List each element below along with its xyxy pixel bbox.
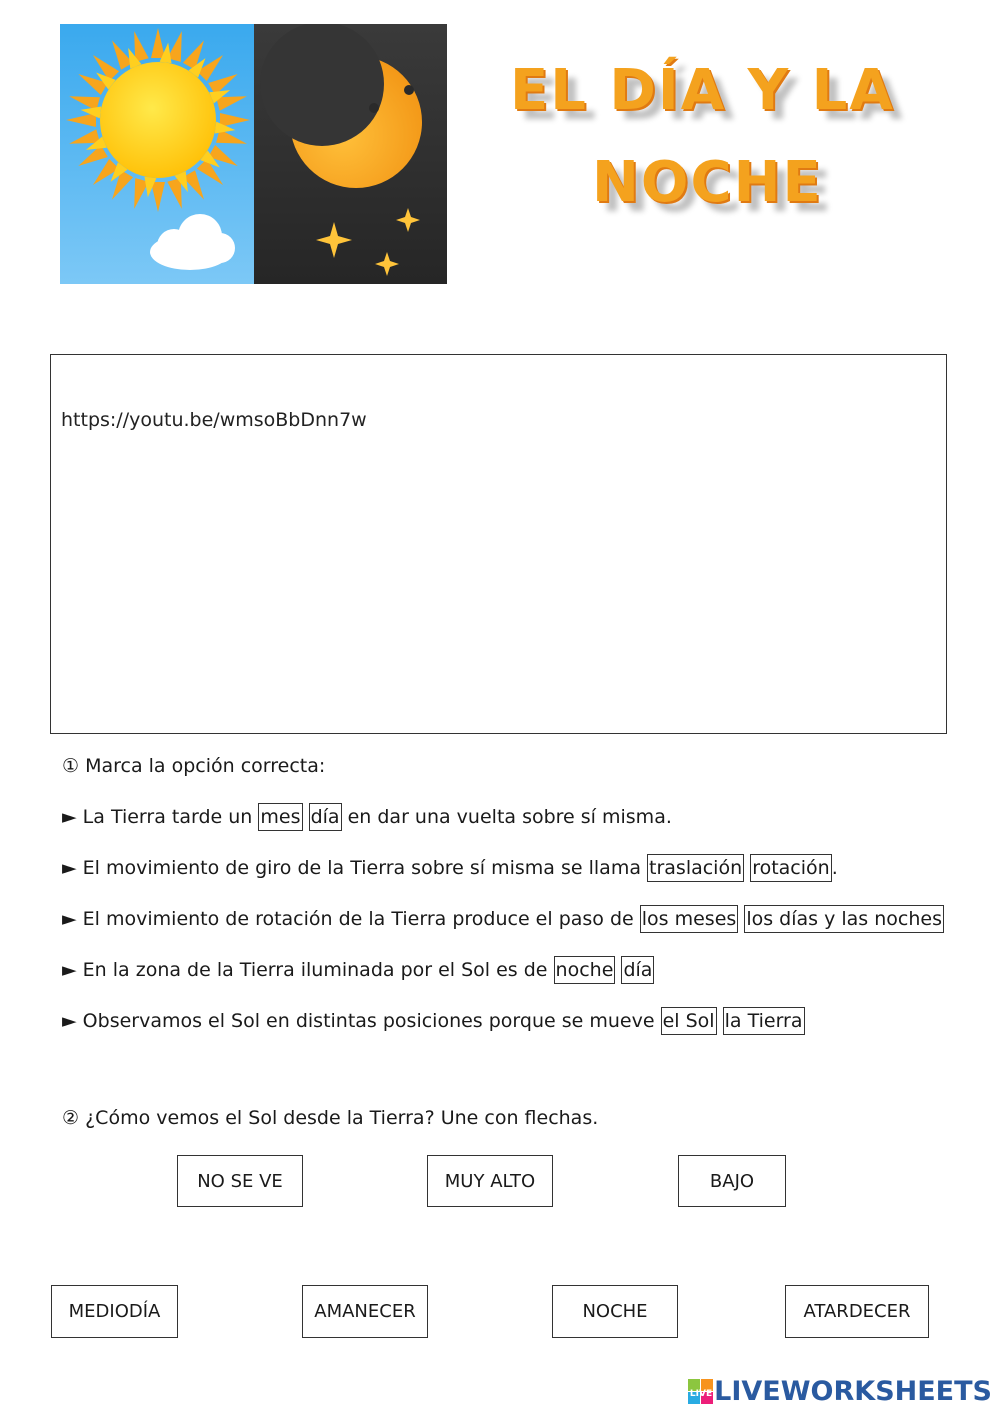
sun-icon bbox=[66, 28, 250, 212]
logo-badge-text: LIVE bbox=[690, 1388, 713, 1399]
bullet-icon: ► bbox=[62, 1010, 77, 1032]
page-title-line1: EL DÍA Y LA bbox=[510, 58, 895, 123]
match-box-atardecer[interactable]: ATARDECER bbox=[785, 1285, 929, 1338]
liveworksheets-badge-icon bbox=[688, 1379, 714, 1405]
option-button[interactable]: noche bbox=[554, 956, 616, 984]
match-box-mediodia[interactable]: MEDIODÍA bbox=[51, 1285, 178, 1338]
question-3 bbox=[62, 905, 944, 933]
question-1 bbox=[62, 803, 672, 831]
question-text: . bbox=[831, 857, 838, 879]
option-button[interactable]: el Sol bbox=[661, 1007, 717, 1035]
day-night-illustration bbox=[60, 24, 447, 284]
option-button[interactable]: los meses bbox=[640, 905, 739, 933]
liveworksheets-logo bbox=[688, 1376, 992, 1407]
question-text: El movimiento de rotación de la Tierra produce el paso de bbox=[82, 908, 634, 930]
exercise1-heading bbox=[62, 755, 325, 777]
match-box-muy-alto[interactable]: MUY ALTO bbox=[427, 1155, 553, 1207]
question-5 bbox=[62, 1007, 805, 1035]
bullet-icon: ► bbox=[62, 857, 77, 879]
option-button[interactable]: la Tierra bbox=[723, 1007, 805, 1035]
option-button[interactable]: los días y las noches bbox=[744, 905, 944, 933]
bullet-icon: ► bbox=[62, 959, 77, 981]
exercise2-instruction: ¿Cómo vemos el Sol desde la Tierra? Une con flechas. bbox=[85, 1107, 599, 1129]
exercise2-number: ② bbox=[62, 1107, 80, 1129]
match-box-noche[interactable]: NOCHE bbox=[552, 1285, 678, 1338]
question-text: Observamos el Sol en distintas posiciones porque se mueve bbox=[82, 1010, 655, 1032]
question-text: La Tierra tarde un bbox=[82, 806, 253, 828]
exercise2-heading bbox=[62, 1107, 598, 1129]
bullet-icon: ► bbox=[62, 908, 77, 930]
match-box-amanecer[interactable]: AMANECER bbox=[302, 1285, 428, 1338]
question-2 bbox=[62, 854, 838, 882]
question-text: en dar una vuelta sobre sí misma. bbox=[347, 806, 672, 828]
bullet-icon: ► bbox=[62, 806, 77, 828]
page-title-line2: NOCHE bbox=[592, 150, 823, 215]
question-text: En la zona de la Tierra iluminada por el Sol es de bbox=[82, 959, 548, 981]
video-embed[interactable] bbox=[50, 354, 947, 734]
option-button[interactable]: día bbox=[309, 803, 342, 831]
option-button[interactable]: rotación bbox=[750, 854, 832, 882]
match-box-bajo[interactable]: BAJO bbox=[678, 1155, 786, 1207]
option-button[interactable]: mes bbox=[258, 803, 302, 831]
video-link[interactable]: https://youtu.be/wmsoBbDnn7w bbox=[61, 409, 367, 431]
question-4 bbox=[62, 956, 654, 984]
exercise1-instruction: Marca la opción correcta: bbox=[85, 755, 326, 777]
option-button[interactable]: traslación bbox=[647, 854, 744, 882]
question-text: El movimiento de giro de la Tierra sobre sí misma se llama bbox=[82, 857, 641, 879]
option-button[interactable]: día bbox=[621, 956, 654, 984]
match-box-no-se-ve[interactable]: NO SE VE bbox=[177, 1155, 303, 1207]
exercise1-number: ① bbox=[62, 755, 80, 777]
logo-text: LIVEWORKSHEETS bbox=[714, 1376, 992, 1407]
